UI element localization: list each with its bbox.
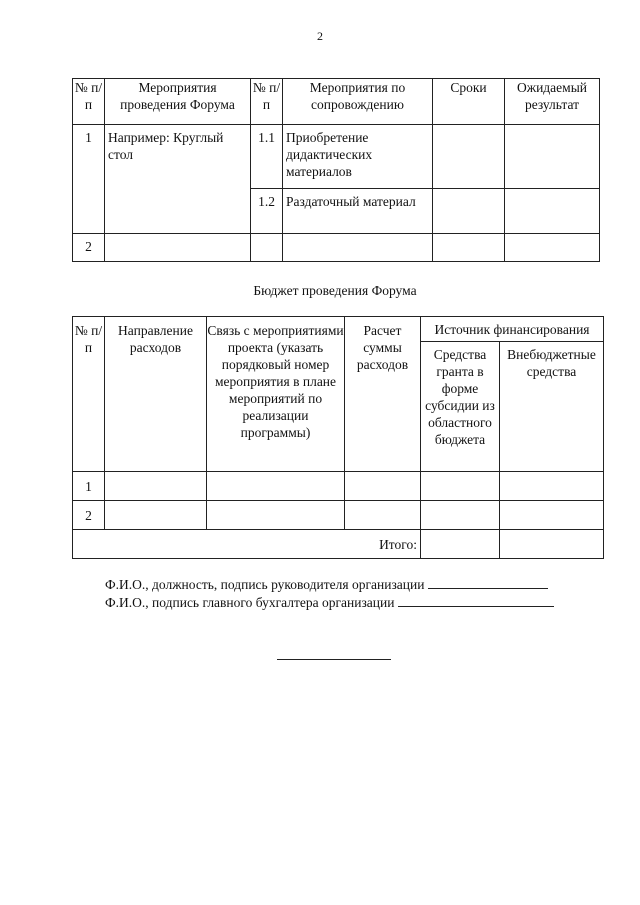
extra-cell	[500, 501, 604, 530]
table-row	[73, 501, 604, 530]
row-num: 1	[73, 125, 105, 234]
grant-cell	[421, 472, 500, 501]
budget-table	[72, 316, 604, 559]
header-source: Источник финансирования	[421, 317, 604, 342]
direction-cell	[105, 472, 207, 501]
header-direction: Направление расходов	[105, 317, 207, 472]
budget-title: Бюджет проведения Форума	[253, 283, 417, 298]
extra-cell	[500, 472, 604, 501]
accountant-signature-label: Ф.И.О., подпись главного бухгалтера организации	[105, 595, 395, 610]
header-extra: Внебюджетные средства	[500, 342, 604, 472]
deadline-cell	[433, 189, 505, 234]
extra-total-cell	[500, 530, 604, 559]
header-num: № п/п	[73, 317, 105, 472]
header-calc: Расчет суммы расходов	[345, 317, 421, 472]
grant-total-cell	[421, 530, 500, 559]
row-num: 1	[73, 472, 105, 501]
header-deadlines: Сроки	[433, 79, 505, 125]
total-row	[73, 530, 604, 559]
result-cell	[505, 189, 600, 234]
header-expected-result: Ожидаемый результат	[505, 79, 600, 125]
page-number: 2	[317, 29, 323, 43]
deadline-cell	[433, 125, 505, 189]
direction-cell	[105, 501, 207, 530]
result-cell	[505, 125, 600, 189]
calc-cell	[345, 472, 421, 501]
accountant-signature-line	[105, 594, 554, 611]
sub-num-cell	[251, 234, 283, 262]
table-row	[73, 234, 600, 262]
header-num: № п/п	[73, 79, 105, 125]
support-event-cell: Приобретение дидактических материалов	[283, 125, 433, 189]
result-cell	[505, 234, 600, 262]
table-header-row	[73, 79, 600, 125]
signature-blank	[398, 594, 554, 607]
grant-cell	[421, 501, 500, 530]
total-label: Итого:	[73, 530, 421, 559]
header-grant: Средства гранта в форме субсидии из областного бюджета	[421, 342, 500, 472]
head-signature-label: Ф.И.О., должность, подпись руководителя организации	[105, 577, 425, 592]
forum-event-cell	[105, 234, 251, 262]
row-num: 2	[73, 234, 105, 262]
support-event-cell	[283, 234, 433, 262]
header-sub-num: № п/п	[251, 79, 283, 125]
link-cell	[207, 472, 345, 501]
row-num: 2	[73, 501, 105, 530]
calc-cell	[345, 501, 421, 530]
signature-blank	[428, 576, 548, 589]
support-event-cell: Раздаточный материал	[283, 189, 433, 234]
forum-event-cell: Например: Круглый стол	[105, 125, 251, 234]
sub-num-cell: 1.1	[251, 125, 283, 189]
end-divider	[277, 659, 391, 660]
table-row	[73, 125, 600, 189]
table-header-row	[73, 317, 604, 342]
sub-num-cell: 1.2	[251, 189, 283, 234]
header-link: Связь с мероприятиями проекта (указать порядковый номер мероприятия в плане мероприятий по реализации программы)	[207, 317, 345, 472]
header-forum-events: Мероприятия проведения Форума	[105, 79, 251, 125]
head-signature-line	[105, 576, 548, 593]
deadline-cell	[433, 234, 505, 262]
events-plan-table	[72, 78, 600, 262]
table-row	[73, 472, 604, 501]
header-support-events: Мероприятия по сопровождению	[283, 79, 433, 125]
link-cell	[207, 501, 345, 530]
